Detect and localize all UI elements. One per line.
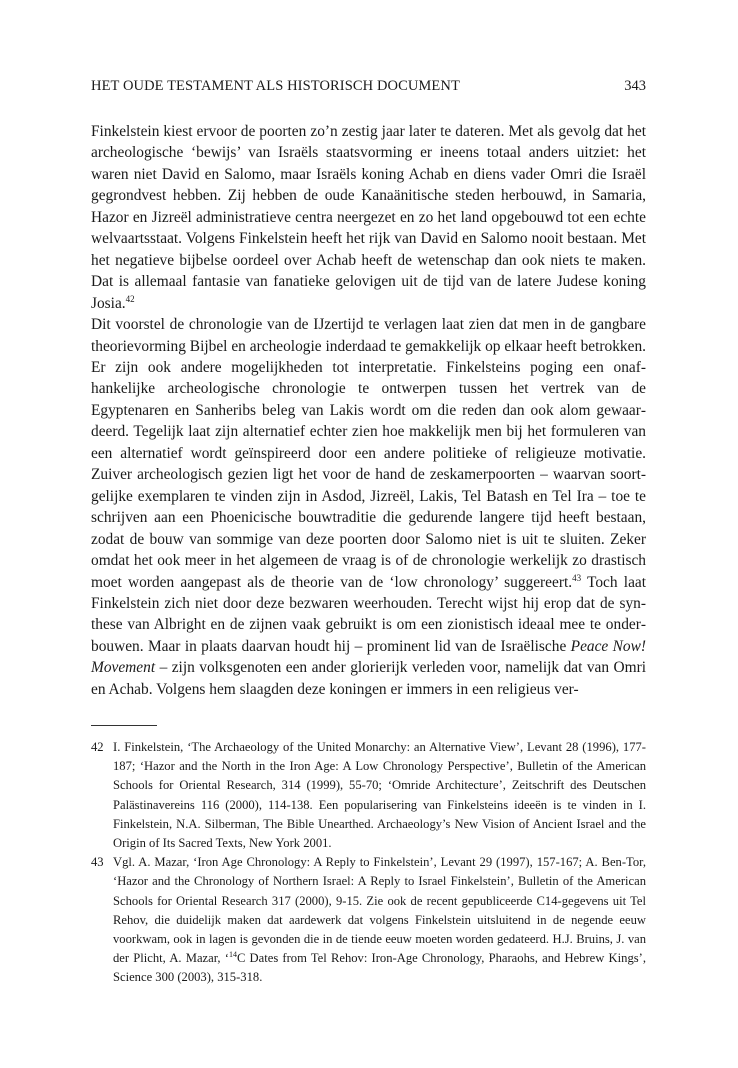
running-header: [91, 78, 646, 98]
footnote-ref-43: 43: [572, 572, 582, 583]
paragraph-2-text-c: – zijn volksgenoten een ander glorierijk verleden voor, namelijk dat van Omri en Achab. Volgens hem slaagden deze koningen er immers in een religieus ver-: [91, 659, 646, 698]
footnote-43: [91, 853, 646, 987]
paragraph-2: [91, 314, 646, 700]
book-page: [91, 0, 646, 1068]
paragraph-2-italic: Peace Now! Movement: [91, 637, 646, 677]
footnote-text-a: Vgl. A. Mazar, ‘Iron Age Chronology: A Reply to Finkelstein’, Levant 29 (1997), 157-167; A. Ben-Tor, ‘Hazor and the Chronology of Northern Israel: A Reply to Israel Finkelstein’, Bulletin of the American Schools for Oriental Research 317 (2000), 9-15. Zie ook de recent gepubliceerde C14-gegevens uit Tel Rehov, die duidelijk maken dat aardewerk dat volgens Finkelstein uitsluitend in de negende eeuw voorkwam, ook in lagen is gevonden die in de tiende eeuw moeten worden gedateerd. H.J. Bruins, J. van der Plicht, A. Mazar, ‘: [113, 855, 646, 966]
page-number: 343: [624, 78, 646, 94]
paragraph-1: [91, 121, 646, 314]
main-text: [91, 121, 646, 700]
paragraph-2-text-b: Toch laat Finkelstein zich niet door deze bezwaren weerhouden. Terecht wijst hij erop dat de synthese van Albright en de zijnen vaak gebruikt is om een zionistisch ideaal mee te onderbouwen. Maar in plaats daarvan houdt hij – prominent lid van de Israëlische: [91, 573, 647, 655]
footnote-ref-42: 42: [125, 293, 135, 304]
footnote-text-b: C Dates from Tel Rehov: Iron-Age Chronology, Pharaohs, and Hebrew Kings’, Science 300 (2003), 315-318.: [113, 951, 646, 985]
footnote-42: [91, 738, 646, 853]
footnote-divider: [91, 725, 157, 726]
running-title: HET OUDE TESTAMENT ALS HISTORISCH DOCUMENT: [91, 78, 460, 94]
superscript-14: 14: [228, 950, 237, 960]
footnotes: [91, 738, 646, 988]
footnote-number: 43: [91, 855, 104, 870]
paragraph-2-text-a: Dit voorstel de chronologie van de IJzertijd te verlagen laat zien dat men in de gangbare theorievorming Bijbel en archeologie inderdaad te gemakkelijk op elkaar heeft betrokken. Er zijn ook andere mogelijkheden tot interpretatie. Finkelsteins poging een onafhankelijke archeologische chronologie te ontwerpen tussen het vertrek van de Egyptenaren en Sanheribs beleg van Lakis wordt om die reden dan ook alom gewaardeerd. Tegelijk laat zijn alternatief echter zien hoe makkelijk men bij het formuleren van een alternatief wordt geïnspireerd door een andere politieke of religieuze motivatie. Zuiver archeologisch gezien ligt het voor de hand de zeskamerpoorten – waarvan soortgelijke exemplaren te vinden zijn in Asdod, Jizreël, Lakis, Tel Batash en Tel Ira – toe te schrijven aan een Phoenicische bouwtraditie die gedurende langere tijd heeft bestaan, zodat de bouw van sommige van deze poorten door Salomo niet is uit te sluiten. Zeker omdat het ook meer in het algemeen de vraag is of de chronologie werkelijk zo drastisch moet worden aangepast als de theorie van de ‘low chronology’ suggereert.: [91, 316, 646, 591]
paragraph-1-text: Finkelstein kiest ervoor de poorten zo’n zestig jaar later te dateren. Met als gevolg dat het archeologische ‘bewijs’ van Israëls staatsvorming er ineens totaal anders uitziet: het waren niet David en Salomo, maar Israëls koning Achab en diens vader Omri die Israël gegrondvest hebben. Zij hebben de oude Kanaänitische steden herbouwd, in Samaria, Hazor en Jizreël administratieve centra neergezet en zo het land opgebouwd tot een echte welvaartsstaat. Volgens Finkelstein heeft het rijk van David en Salomo nooit bestaan. Met het negatieve bijbelse oordeel over Achab heeft de wetenschap dan ook niets te maken. Dat is allemaal fantasie van fanatieke gelovigen uit de tijd van de latere Judese koning Josia.: [91, 123, 646, 312]
footnote-text: I. Finkelstein, ‘The Archaeology of the United Monarchy: an Alternative View’, Levant 28 (1996), 177-187; ‘Hazor and the North in the Iron Age: A Low Chronology Perspective’, Bulletin of the American Schools for Oriental Research, 314 (1999), 55-70; ‘Omride Architecture’, Zeitschrift des Deutschen Palästinavereins 116 (2000), 114-138. Een popularisering van Finkelsteins ideeën is te vinden in I. Finkelstein, N.A. Silberman, The Bible Unearthed. Archaeology’s New Vision of Ancient Israel and the Origin of Its Sacred Texts, New York 2001.: [113, 740, 646, 851]
footnote-number: 42: [91, 740, 104, 754]
